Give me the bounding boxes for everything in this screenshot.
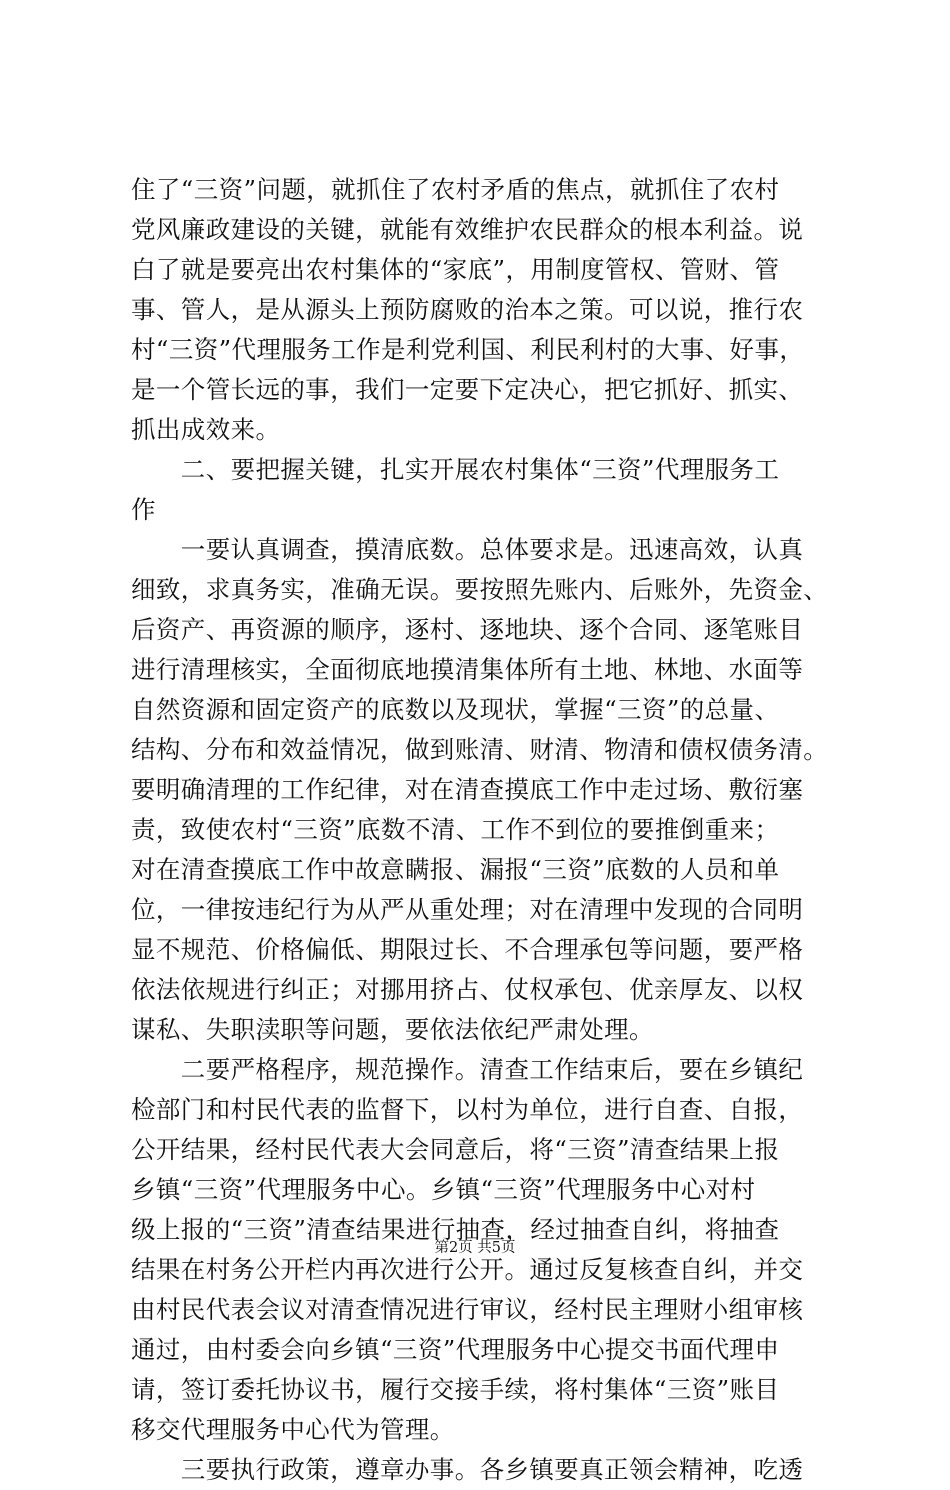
text-line: 进行清理核实，全面彻底地摸清集体所有土地、林地、水面等 — [131, 655, 804, 684]
text-line: 移交代理服务中心代为管理。 — [131, 1415, 455, 1444]
text-line: 请，签订委托协议书，履行交接手续，将村集体“三资”账目 — [131, 1375, 780, 1404]
text-line: 住了“三资”问题，就抓住了农村矛盾的焦点，就抓住了农村 — [131, 175, 780, 204]
text-line: 乡镇“三资”代理服务中心。乡镇“三资”代理服务中心对村 — [131, 1175, 756, 1204]
text-line: 责，致使农村“三资”底数不清、工作不到位的要推倒重来； — [131, 815, 780, 844]
text-line: 检部门和村民代表的监督下，以村为单位，进行自查、自报， — [131, 1095, 804, 1124]
text-line: 显不规范、价格偏低、期限过长、不合理承包等问题，要严格 — [131, 935, 804, 964]
section-heading-line: 作 — [131, 495, 156, 524]
text-line: 对在清查摸底工作中故意瞒报、漏报“三资”底数的人员和单 — [131, 855, 780, 884]
text-line: 事、管人，是从源头上预防腐败的治本之策。可以说，推行农 — [131, 295, 804, 324]
text-line: 自然资源和固定资产的底数以及现状，掌握“三资”的总量、 — [131, 695, 780, 724]
body-text — [131, 170, 831, 1490]
text-line: 白了就是要亮出农村集体的“家底”，用制度管权、管财、管 — [131, 255, 780, 284]
text-line: 谋私、失职渎职等问题，要依法依纪严肃处理。 — [131, 1015, 654, 1044]
text-line: 结构、分布和效益情况，做到账清、财清、物清和债权债务清。 — [131, 735, 829, 764]
text-line: 要明确清理的工作纪律，对在清查摸底工作中走过场、敷衍塞 — [131, 775, 804, 804]
text-line: 二要严格程序，规范操作。清查工作结束后，要在乡镇纪 — [131, 1055, 804, 1084]
page-footer — [0, 1238, 950, 1258]
text-line: 依法依规进行纠正；对挪用挤占、仗权承包、优亲厚友、以权 — [131, 975, 804, 1004]
text-line: 后资产、再资源的顺序，逐村、逐地块、逐个合同、逐笔账目 — [131, 615, 804, 644]
text-line: 公开结果，经村民代表大会同意后，将“三资”清查结果上报 — [131, 1135, 780, 1164]
page-number-label: 第2页 共5页 — [434, 1240, 516, 1256]
text-line: 是一个管长远的事，我们一定要下定决心，把它抓好、抓实、 — [131, 375, 804, 404]
section-heading-line: 二、要把握关键，扎实开展农村集体“三资”代理服务工 — [131, 455, 780, 484]
text-line: 级上报的“三资”清查结果进行抽查，经过抽查自纠，将抽查 — [131, 1215, 780, 1244]
text-line: 村“三资”代理服务工作是利党利国、利民利村的大事、好事， — [131, 335, 805, 364]
text-line: 党风廉政建设的关键，就能有效维护农民群众的根本利益。说 — [131, 215, 804, 244]
text-line: 结果在村务公开栏内再次进行公开。通过反复核查自纠，并交 — [131, 1255, 804, 1284]
text-line: 三要执行政策，遵章办事。各乡镇要真正领会精神，吃透 — [131, 1455, 804, 1484]
text-line: 位，一律按违纪行为从严从重处理；对在清理中发现的合同明 — [131, 895, 804, 924]
text-line: 一要认真调查，摸清底数。总体要求是。迅速高效，认真 — [131, 535, 804, 564]
text-line: 通过，由村委会向乡镇“三资”代理服务中心提交书面代理申 — [131, 1335, 780, 1364]
text-line: 细致，求真务实，准确无误。要按照先账内、后账外，先资金、 — [131, 575, 829, 604]
text-line: 抓出成效来。 — [131, 415, 281, 444]
text-line: 由村民代表会议对清查情况进行审议，经村民主理财小组审核 — [131, 1295, 804, 1324]
